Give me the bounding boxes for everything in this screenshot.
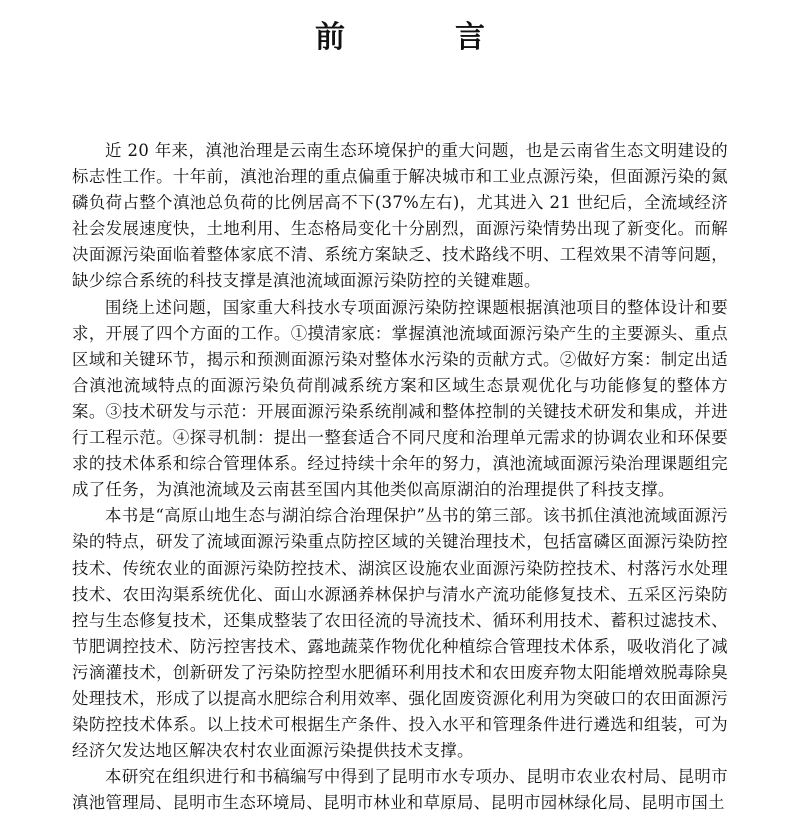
paragraph-2: 围绕上述问题，国家重大科技水专项面源污染防控课题根据滇池项目的整体设计和要求，开展了四个方面的工作。①摸清家底：掌握滇池流域面源污染产生的主要源头、重点区域和关键环节，揭示和预测面源污染对整体水污染的贡献方式。②做好方案：制定出适合滇池流域特点的面源污染负荷削减系统方案和区域生态景观优化与功能修复的整体方案。③技术研发与示范：开展面源污染系统削减和整体控制的关键技术研发和集成，并进行工程示范。④探寻机制：提出一整套适合不同尺度和治理单元需求的协调农业和环保要求的技术体系和综合管理体系。经过持续十余年的努力，滇池流域面源污染治理课题组完成了任务，为滇池流域及云南甚至国内其他类似高原湖泊的治理提供了科技支撑。 <box>72 297 728 500</box>
preface-body <box>72 138 728 816</box>
page-title: 前 言 <box>315 20 525 55</box>
paragraph-3: 本书是“高原山地生态与湖泊综合治理保护”丛书的第三部。该书抓住滇池流域面源污染的特点，研发了流域面源污染重点防控区域的关键治理技术，包括富磷区面源污染防控技术、传统农业的面源污染防控技术、湖滨区设施农业面源污染防控技术、村落污水处理技术、农田沟渠系统优化、面山水源涵养林保护与清水产流功能修复技术、五采区污染防控与生态修复技术，还集成整装了农田径流的导流技术、循环利用技术、蓄积过滤技术、节肥调控技术、防污控害技术、露地蔬菜作物优化种植综合管理技术体系，吸收消化了减污滴灌技术，创新研发了污染防控型水肥循环利用技术和农田废弃物太阳能增效脱毒除臭处理技术，形成了以提高水肥综合利用效率、强化固废资源化利用为突破口的农田面源污染防控技术体系。以上技术可根据生产条件、投入水平和管理条件进行遴选和组装，可为经济欠发达地区解决农村农业面源污染提供技术支撑。 <box>72 506 728 761</box>
paragraph-4: 本研究在组织进行和书稿编写中得到了昆明市水专项办、昆明市农业农村局、昆明市滇池管理局、昆明市生态环境局、昆明市林业和草原局、昆明市园林绿化局、昆明市国土 <box>72 767 728 813</box>
paragraph-1: 近 20 年来，滇池治理是云南生态环境保护的重大问题，也是云南省生态文明建设的标志性工作。十年前，滇池治理的重点偏重于解决城市和工业点源污染，但面源污染的氮磷负荷占整个滇池总负荷的比例居高不下(37%左右)，尤其进入 21 世纪后，全流域经济社会发展速度快，土地利用、生态格局变化十分剧烈，面源污染情势出现了新变化。而解决面源污染面临着整体家底不清、系统方案缺乏、技术路线不明、工程效果不清等问题，缺少综合系统的科技支撑是滇池流域面源污染防控的关键难题。 <box>72 141 728 291</box>
